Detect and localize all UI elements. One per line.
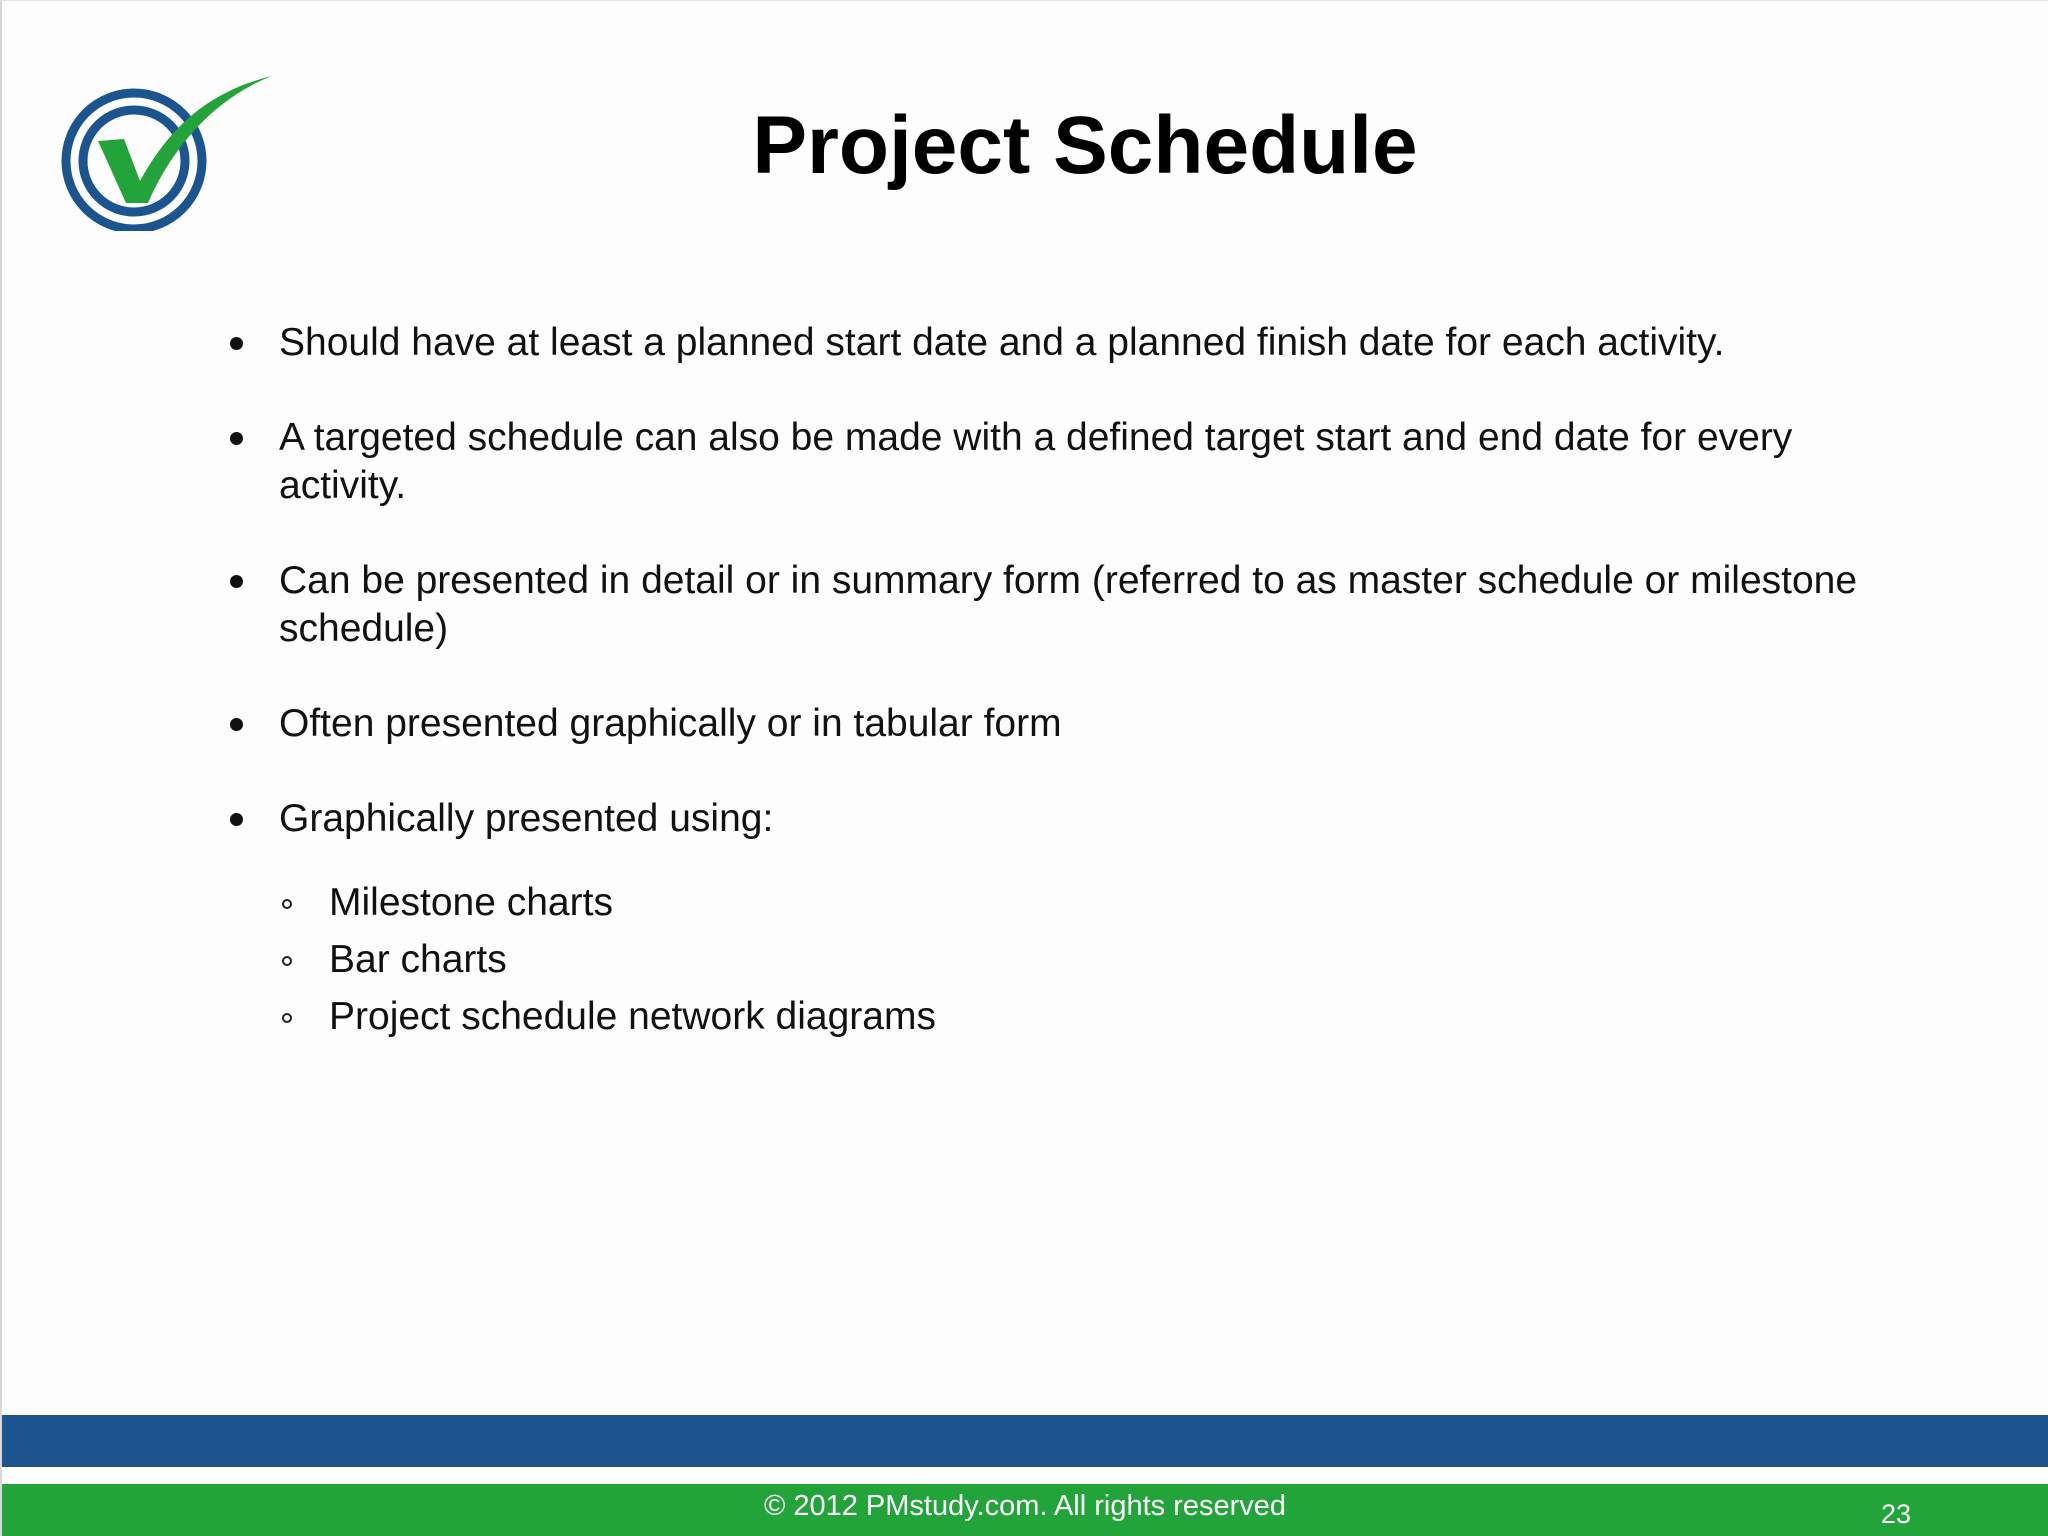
bullet-item xyxy=(224,700,1904,748)
bullet-text: A targeted schedule can also be made with a defined target start and end date for every activity. xyxy=(279,416,1793,507)
sub-bullet-list xyxy=(224,874,1904,1045)
bullet-text: Should have at least a planned start date and a planned finish date for each activity. xyxy=(279,321,1725,364)
bullet-list xyxy=(224,319,1904,890)
bullet-item xyxy=(224,795,1904,843)
sub-bullet-item xyxy=(224,931,1904,988)
page-title: Project Schedule xyxy=(752,100,1418,191)
hollow-bullet-icon xyxy=(282,899,292,909)
bullet-dot-icon xyxy=(230,337,243,350)
bullet-item xyxy=(224,557,1904,653)
bullet-text: Graphically presented using: xyxy=(279,797,774,840)
bullet-dot-icon xyxy=(230,432,243,445)
bullet-text: Can be presented in detail or in summary form (referred to as master schedule or milestone schedule) xyxy=(279,559,1858,650)
footer-blue-band xyxy=(2,1415,2048,1467)
sub-bullet-item xyxy=(224,874,1904,931)
bullet-text: Often presented graphically or in tabular form xyxy=(279,702,1062,745)
hollow-bullet-icon xyxy=(282,956,292,966)
sub-bullet-text: Project schedule network diagrams xyxy=(329,995,936,1038)
sub-bullet-text: Bar charts xyxy=(329,938,507,981)
sub-bullet-item xyxy=(224,988,1904,1045)
bullet-dot-icon xyxy=(230,575,243,588)
bullet-dot-icon xyxy=(230,718,243,731)
page-number: 23 xyxy=(1880,1499,1911,1529)
sub-bullet-container xyxy=(224,874,1904,1045)
copyright-notice: © 2012 PMstudy.com. All rights reserved xyxy=(763,1490,1287,1522)
bullet-dot-icon xyxy=(230,813,243,826)
hollow-bullet-icon xyxy=(282,1013,292,1023)
bullet-item xyxy=(224,319,1904,367)
bullet-item xyxy=(224,414,1904,510)
sub-bullet-text: Milestone charts xyxy=(329,881,613,924)
footer-divider xyxy=(2,1467,2048,1484)
